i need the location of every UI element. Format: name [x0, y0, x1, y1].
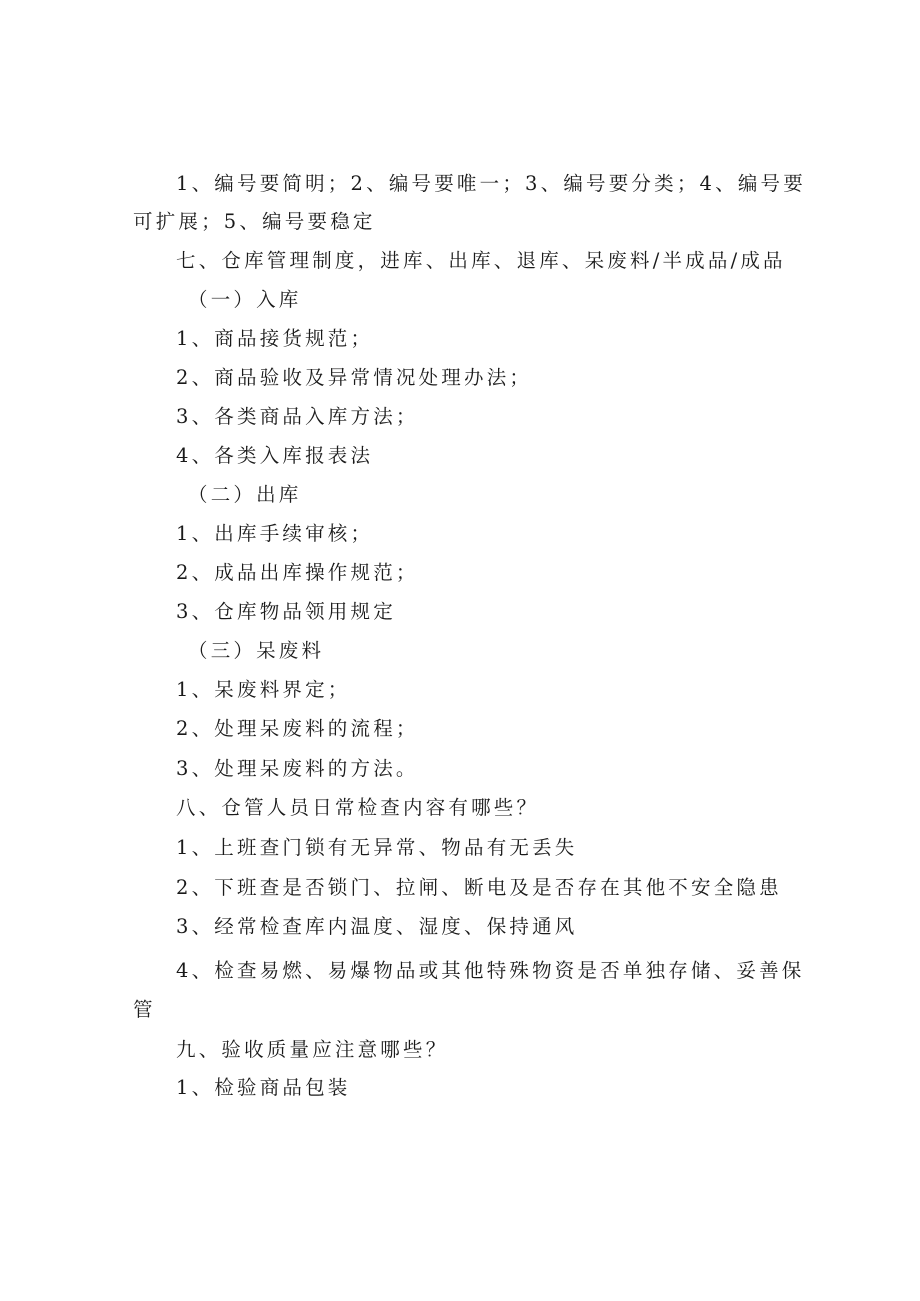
section-heading-eight: 八、仓管人员日常检查内容有哪些？	[176, 796, 540, 819]
list-item: 1、商品接货规范；	[176, 327, 374, 350]
list-item: 2、下班查是否锁门、拉闸、断电及是否存在其他不安全隐患	[176, 876, 782, 899]
list-item: 3、处理呆废料的方法。	[176, 757, 419, 780]
list-item: 3、经常检查库内温度、湿度、保持通风	[176, 915, 578, 938]
list-item: 1、呆废料界定；	[176, 678, 351, 701]
text-line-numbering-rules-cont: 可扩展；5、编号要稳定	[133, 210, 376, 233]
subheading-inbound: （一）入库	[188, 288, 302, 311]
list-item: 1、检验商品包装	[176, 1076, 351, 1099]
list-item-cont: 管	[133, 998, 156, 1021]
section-heading-seven: 七、仓库管理制度，进库、出库、退库、呆废料/半成品/成品	[176, 249, 786, 272]
list-item: 3、仓库物品领用规定	[176, 600, 396, 623]
list-item: 1、上班查门锁有无异常、物品有无丢失	[176, 836, 578, 859]
list-item: 4、各类入库报表法	[176, 444, 374, 467]
section-heading-nine: 九、验收质量应注意哪些？	[176, 1038, 449, 1061]
list-item: 2、商品验收及异常情况处理办法；	[176, 366, 533, 389]
subheading-outbound: （二）出库	[188, 483, 302, 506]
subheading-obsolete-materials: （三）呆废料	[188, 639, 325, 662]
list-item: 2、成品出库操作规范；	[176, 561, 419, 584]
text-line-numbering-rules: 1、编号要简明；2、编号要唯一；3、编号要分类；4、编号要	[176, 172, 806, 195]
list-item: 2、处理呆废料的流程；	[176, 717, 419, 740]
list-item: 4、检查易燃、易爆物品或其他特殊物资是否单独存储、妥善保	[176, 959, 805, 982]
list-item: 3、各类商品入库方法；	[176, 405, 419, 428]
list-item: 1、出库手续审核；	[176, 522, 374, 545]
